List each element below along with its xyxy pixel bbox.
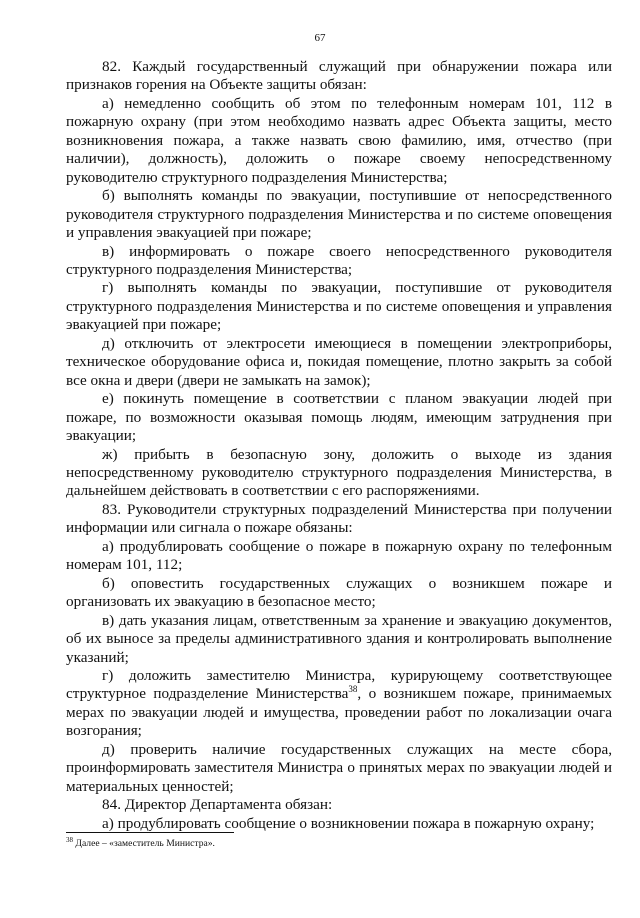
- paragraph-83-g-text-after: , о возникшем пожаре, принимаемых мерах по эвакуации людей и имущества, проведении работ по локализации очага возгорания;: [66, 685, 612, 740]
- footnote-divider: [66, 832, 234, 833]
- paragraph-82-a: а) немедленно сообщить об этом по телефонным номерам 101, 112 в пожарную охрану (при этом необходимо назвать адрес Объекта защиты, место возникновения пожара, а также назвать свою фамилию, имя, отчество (при наличии), должность), доложить о пожаре своему непосредственному руководителю структурного подразделения Министерства;: [66, 94, 612, 186]
- footnote-text: Далее – «заместитель Министра».: [73, 838, 215, 849]
- paragraph-83-g: [66, 667, 612, 741]
- paragraph-83-v: в) дать указания лицам, ответственным за хранение и эвакуацию документов, об их выносе за пределы административного здания и контролировать выполнение указаний;: [66, 611, 612, 666]
- paragraph-82-g: г) выполнять команды по эвакуации, поступившие от руководителя структурного подразделения Министерства и по системе оповещения и управления эвакуацией при пожаре;: [66, 279, 612, 334]
- paragraph-82-d: д) отключить от электросети имеющиеся в помещении электроприборы, техническое оборудование офиса и, покидая помещение, плотно закрыть за собой все окна и двери (двери не замыкать на замок);: [66, 334, 612, 389]
- footnote: [66, 835, 612, 850]
- paragraph-82-e: е) покинуть помещение в соответствии с планом эвакуации людей при пожаре, по возможности оказывая помощь людям, имеющим затруднения при эвакуации;: [66, 390, 612, 445]
- paragraph-83-b: б) оповестить государственных служащих о возникшем пожаре и организовать их эвакуацию в безопасное место;: [66, 574, 612, 611]
- paragraph-83: 83. Руководители структурных подразделений Министерства при получении информации или сигнала о пожаре обязаны:: [66, 500, 612, 537]
- paragraph-82: 82. Каждый государственный служащий при обнаружении пожара или признаков горения на Объекте защиты обязан:: [66, 58, 612, 94]
- paragraph-82-zh: ж) прибыть в безопасную зону, доложить о выходе из здания непосредственному руководителю структурного подразделения Министерства, в дальнейшем действовать в соответствии с его распоряжениями.: [66, 445, 612, 500]
- page-number: 67: [314, 32, 326, 44]
- paragraph-82-v: в) информировать о пожаре своего непосредственного руководителя структурного подразделения Министерства;: [66, 242, 612, 278]
- paragraph-82-b: б) выполнять команды по эвакуации, поступившие от непосредственного руководителя структурного подразделения Министерства и по системе оповещения и управления эвакуацией при пожаре;: [66, 187, 612, 242]
- paragraph-83-a: а) продублировать сообщение о пожаре в пожарную охрану по телефонным номерам 101, 112;: [66, 537, 612, 574]
- body-text: [66, 58, 612, 833]
- footnote-number: 38: [66, 835, 73, 844]
- footnote-ref-38[interactable]: 38: [348, 684, 358, 695]
- paragraph-83-g-text-before: г) доложить заместителю Министра, курирующему соответствующее структурное подразделение Министерства: [66, 666, 612, 703]
- paragraph-84: 84. Директор Департамента обязан:: [102, 796, 333, 814]
- paragraph-84-a: а) продублировать сообщение о возникновении пожара в пожарную охрану;: [102, 814, 595, 832]
- paragraph-83-d: д) проверить наличие государственных служащих на месте сбора, проинформировать заместителя Министра о принятых мерах по эвакуации людей и материальных ценностей;: [66, 740, 612, 795]
